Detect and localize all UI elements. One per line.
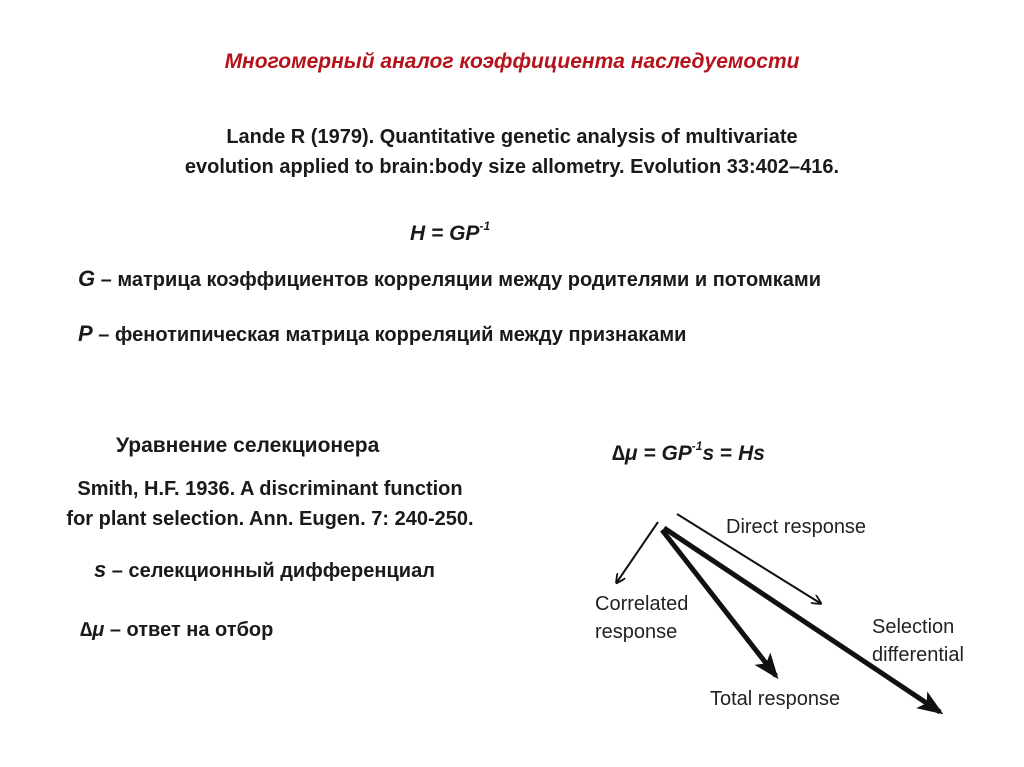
- label-selection-line1: Selection: [872, 616, 955, 638]
- label-correlated-line2: response: [595, 621, 678, 643]
- formula-response-equals: =: [714, 442, 739, 465]
- formula-response: [612, 439, 765, 466]
- definition-s-text: – селекционный дифференциал: [106, 560, 435, 582]
- definition-s-symbol: s: [94, 557, 107, 582]
- definition-g-symbol: G: [78, 266, 96, 291]
- definition-g: [78, 266, 821, 292]
- definition-p: [78, 321, 686, 347]
- formula-response-s: s: [702, 442, 715, 465]
- definition-g-text: – матрица коэффициентов корреляции между родителями и потомками: [95, 269, 822, 291]
- label-total-response: Total response: [710, 688, 841, 710]
- definition-p-symbol: P: [78, 321, 93, 346]
- reference-smith: [20, 474, 520, 534]
- reference-lande-line2: evolution applied to brain:body size allometry. Evolution 33:402–416.: [184, 156, 840, 178]
- response-vector-diagram: [580, 500, 1000, 740]
- definition-delta-mu-symbol: ∆μ: [80, 619, 105, 641]
- reference-lande-line1: Lande R (1979). Quantitative genetic analysis of multivariate: [226, 126, 798, 148]
- reference-lande: [0, 122, 1024, 182]
- formula-response-part1: ∆μ = GP: [612, 442, 692, 465]
- definition-s: [94, 557, 435, 583]
- formula-response-exponent: -1: [691, 439, 703, 453]
- definition-delta-mu-text: – ответ на отбор: [104, 619, 274, 641]
- reference-smith-line2: for plant selection. Ann. Eugen. 7: 240-250.: [66, 508, 474, 530]
- formula-heritability: [410, 219, 491, 246]
- formula-heritability-main: H = GP: [410, 222, 480, 245]
- definition-p-text: – фенотипическая матрица корреляций между признаками: [92, 324, 687, 346]
- formula-heritability-exponent: -1: [479, 219, 491, 233]
- slide-title: Многомерный аналог коэффициента наследуемости: [224, 50, 800, 73]
- label-direct-response: Direct response: [726, 516, 867, 538]
- reference-smith-line1: Smith, H.F. 1936. A discriminant function: [77, 478, 463, 500]
- definition-delta-mu: [80, 619, 273, 642]
- label-correlated-line1: Correlated: [595, 593, 689, 615]
- formula-response-hs: Hs: [738, 442, 765, 465]
- breeder-equation-heading: Уравнение селекционера: [116, 434, 380, 457]
- label-selection-line2: differential: [872, 644, 964, 666]
- correlated-response-arrow: [617, 522, 658, 582]
